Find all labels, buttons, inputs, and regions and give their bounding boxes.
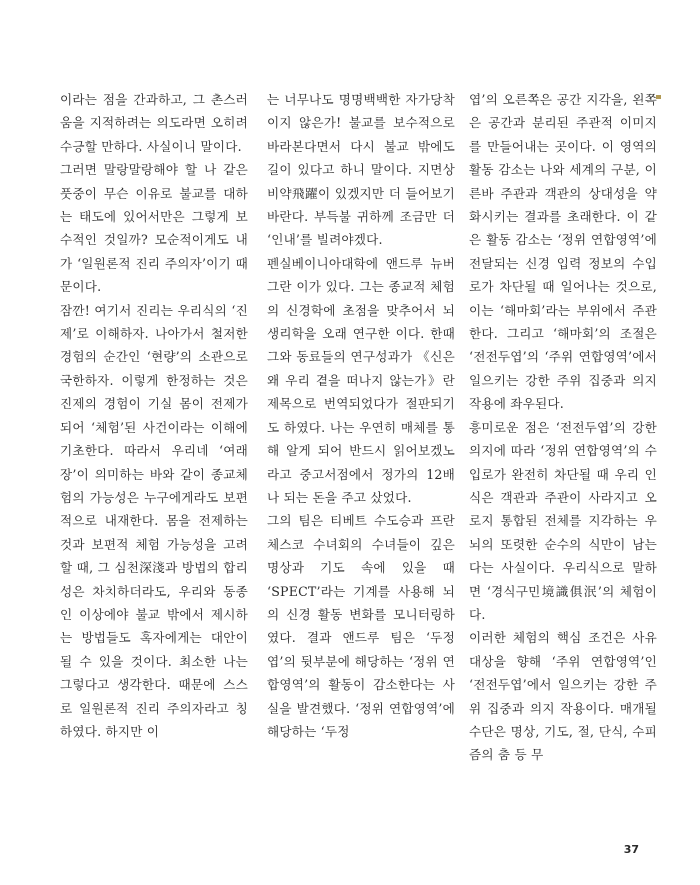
paragraph: 그러면 말랑말랑해야 할 나 같은 풋중이 무슨 이유로 불교를 대하는 태도에 있어서만은 그렇게 보수적인 것일까? 모순적이게도 내가 ‘일원론적 진리 주의자’이기 때문이다. [60, 162, 248, 295]
text-column-3 [469, 88, 657, 767]
paragraph: 엽’의 오른쪽은 공간 지각을, 왼쪽은 공간과 분리된 주관적 이미지를 만들어내는 곳이다. 이 영역의 활동 감소는 나와 세계의 구분, 이른바 주관과 객관의 상대성을 약화시키는 결과를 초래한다. 이 같은 활동 감소는 ‘정위 연합영역’에 전달되는 신경 입력 정보의 수입로가 차단될 때 일어나는 것으로, 이는 ‘해마회’라는 부위에서 주관한다. 그리고 ‘해마회’의 조절은 ‘전전두엽’의 ‘주위 연합영역’에서 일으키는 강한 주위 집중과 의지 작용에 좌우된다. [469, 92, 657, 412]
paragraph: 흥미로운 점은 ‘전전두엽’의 강한 의지에 따라 ‘정위 연합영역’의 수입로가 완전히 차단될 때 우리 인식은 객관과 주관이 사라지고 오로지 통합된 전체를 지각하는 우뇌의 또렷한 순수의 식만이 남는다는 사실이다. 우리식으로 말하면 ‘경식구민境識俱泯’의 체험이다. [469, 419, 657, 622]
page-number: 37 [623, 843, 639, 856]
paragraph: 이라는 점을 간과하고, 그 촌스러움을 지적하려는 의도라면 오히려 수긍할 만하다. 사실이니 말이다. [60, 92, 248, 154]
paragraph: 는 너무나도 명명백백한 자가당착이지 않은가! 불교를 보수적으로 바라본다면서 다시 불교 밖에도 길이 있다고 하니 말이다. 지면상 비약飛躍이 있겠지만 더 들어보기 바란다. 부득불 귀하께 조금만 더 ‘인내’를 빌려야겠다. [267, 92, 455, 248]
paragraph: 그의 팀은 티베트 수도승과 프란체스코 수녀회의 수녀들이 깊은 명상과 기도 속에 있을 때 ‘SPECT’라는 기계를 사용해 뇌의 신경 활동 변화를 모니터링하였다. 결과 앤드루 팀은 ‘두정엽’의 뒷부분에 해당하는 ‘정위 연합영역’의 활동이 감소한다는 사실을 발견했다. ‘정위 연합영역’에 해당하는 ‘두정 [267, 513, 455, 739]
text-column-1 [60, 88, 248, 743]
text-column-2 [267, 88, 455, 743]
paragraph: 펜실베이니아대학에 앤드루 뉴버그란 이가 있다. 그는 종교적 체험의 신경학에 초점을 맞추어서 뇌 생리학을 오래 연구한 이다. 한때 그와 동료들의 연구성과가 《신은 왜 우리 곁을 떠나지 않는가》란 제목으로 번역되었다가 절판되기도 하였다. 나는 우연히 매체를 통해 알게 되어 반드시 읽어보겠노라고 중고서점에서 정가의 12배나 되는 돈을 주고 샀었다. [267, 255, 455, 505]
paragraph: 잠깐! 여기서 진리는 우리식의 ‘진제’로 이해하자. 나아가서 철저한 경험의 순간인 ‘현량’의 소관으로 국한하자. 이렇게 한정하는 것은 진제의 경험이 기실 몸이 전제가 되어 ‘체험’된 사건이라는 이해에 기초한다. 따라서 우리네 ‘여래장’이 의미하는 바와 같이 종교체험의 가능성은 누구에게라도 보편적으로 내재한다. 몸을 전제하는 것과 보편적 체험 가능성을 고려할 때, 그 심천深淺과 방법의 합리성은 차치하더라도, 우리와 동종인 이상에야 불교 밖에서 제시하는 방법들도 혹자에게는 대안이 될 수 있을 것이다. 최소한 나는 그렇다고 생각한다. 때문에 스스로 일원론적 진리 주의자라고 칭하였다. 하지만 이 [60, 302, 248, 739]
paragraph: 이러한 체험의 핵심 조건은 사유 대상을 향해 ‘주위 연합영역’인 ‘전전두엽’에서 일으키는 강한 주위 집중과 의지 작용이다. 매개될 수단은 명상, 기도, 절, 단식, 수피즘의 춤 등 무 [469, 630, 657, 763]
